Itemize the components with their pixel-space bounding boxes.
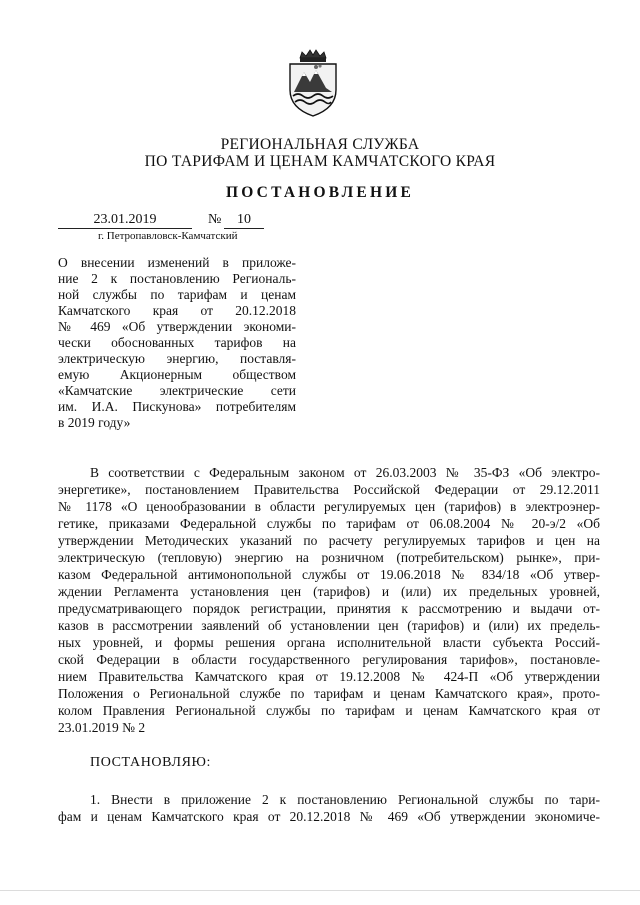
document-city: г. Петропавловск-Камчатский <box>98 230 238 242</box>
paragraph-line: 1. Внести в приложение 2 к постановлению Региональной службы по тари- <box>90 792 600 807</box>
subject-line: № 469 «Об утверждении экономи- <box>58 319 296 334</box>
document-number-sign: № <box>208 212 222 227</box>
document-date: 23.01.2019 <box>58 212 192 229</box>
document-type-heading: ПОСТАНОВЛЕНИЕ <box>225 184 415 201</box>
paragraph-line: энергетике», постановлением Правительства Российской Федерации от 29.12.2011 <box>58 482 600 497</box>
subject-line: ной службы по тарифам и ценам <box>58 287 296 302</box>
paragraph-line: ской Федерации в области государственного регулирования тарифов», постановле- <box>58 652 600 667</box>
document-subject <box>58 255 296 431</box>
paragraph-line: Положения о Региональной службе по тарифам и ценам Камчатского края», прото- <box>58 686 600 701</box>
subject-line: ние 2 к постановлению Региональ- <box>58 271 296 286</box>
paragraph-line: казов в рассмотрении заявлений об установлении цен (тарифов) и (или) их предель- <box>58 618 600 633</box>
subject-line: им. И.А. Пискунова» потребителям <box>58 399 296 414</box>
paragraph-line: нием Правительства Камчатского края от 19.12.2008 № 424-П «Об утверждении <box>58 669 600 684</box>
subject-line: емую Акционерным обществом <box>58 367 296 382</box>
paragraph-line: ждении Регламента установления цен (тарифов) и (или) их предельных уровней, <box>58 584 600 599</box>
paragraph-line: 23.01.2019 № 2 <box>58 720 146 735</box>
decree-item-1 <box>58 791 600 825</box>
decree-heading: ПОСТАНОВЛЯЮ: <box>90 755 212 770</box>
subject-line: в 2019 году» <box>58 415 131 430</box>
paragraph-line: В соответствии с Федеральным законом от 26.03.2003 № 35-ФЗ «Об электро- <box>90 465 600 480</box>
subject-line: электрическую энергию, поставля- <box>58 351 296 366</box>
subject-line: Камчатского края от 20.12.2018 <box>58 303 296 318</box>
organization-title-line-1: РЕГИОНАЛЬНАЯ СЛУЖБА <box>220 136 420 153</box>
paragraph-line: утверждении Методических указаний по расчету регулируемых тарифов и цен на <box>58 533 600 548</box>
subject-line: О внесении изменений в приложе- <box>58 255 296 270</box>
paragraph-line: казом Федеральной антимонопольной службы от 19.06.2018 № 834/18 «Об утвер- <box>58 567 600 582</box>
organization-title-line-2: ПО ТАРИФАМ И ЦЕНАМ КАМЧАТСКОГО КРАЯ <box>144 153 496 170</box>
subject-line: чески обоснованных тарифов на <box>58 335 296 350</box>
subject-line: «Камчатские электрические сети <box>58 383 296 398</box>
kamchatka-coat-of-arms-icon <box>282 48 344 118</box>
preamble-paragraph <box>58 464 600 736</box>
document-number: 10 <box>224 212 264 229</box>
paragraph-line: колом Правления Региональной службы по тарифам и ценам Камчатского края от <box>58 703 600 718</box>
paragraph-line: электрическую (тепловую) энергию на розничном (потребительском) рынке», при- <box>58 550 600 565</box>
paragraph-line: фам и ценам Камчатского края от 20.12.2018 № 469 «Об утверждении экономиче- <box>58 809 600 824</box>
paragraph-line: ных уровней, и формы решения органа исполнительной власти субъекта Россий- <box>58 635 600 650</box>
scan-edge-divider <box>0 890 640 891</box>
paragraph-line: гетике, приказами Федеральной службы по тарифам от 06.08.2004 № 20-э/2 «Об <box>58 516 600 531</box>
paragraph-line: предусматривающего порядок регистрации, принятия к рассмотрению и выдачи от- <box>58 601 600 616</box>
paragraph-line: № 1178 «О ценообразовании в области регулируемых цен (тарифов) в электроэнер- <box>58 499 600 514</box>
